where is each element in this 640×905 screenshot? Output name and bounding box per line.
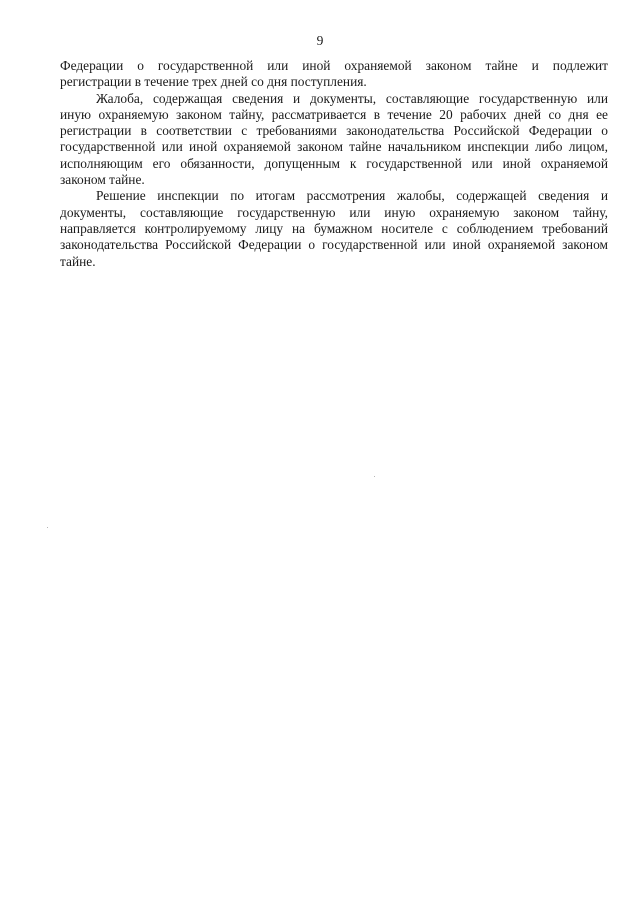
- text-line: тайне.: [60, 253, 96, 269]
- scan-speck: [374, 476, 375, 477]
- text-line: исполняющим его обязанности, допущенным к государственной или иной охраняемой: [60, 155, 608, 171]
- text-line: направляется контролируемому лицу на бумажном носителе с соблюдением требований: [60, 220, 608, 236]
- text-line: Жалоба, содержащая сведения и документы, составляющие государственную или: [96, 90, 608, 106]
- page-number: 9: [316, 33, 324, 48]
- text-line: регистрации в течение трех дней со дня поступления.: [60, 74, 367, 90]
- text-line: Решение инспекции по итогам рассмотрения жалобы, содержащей сведения и: [96, 188, 608, 204]
- text-line: документы, составляющие государственную или иную охраняемую законом тайну,: [60, 204, 608, 220]
- paragraph-continuation: [60, 58, 608, 91]
- text-line: государственной или иной охраняемой законом тайне начальником инспекции либо лицом,: [60, 139, 608, 155]
- text-line: законодательства Российской Федерации о государственной или иной охраняемой законом: [60, 237, 608, 253]
- text-line: законом тайне.: [60, 172, 145, 188]
- paragraph-complaint-review: [60, 91, 608, 189]
- text-line: регистрации в соответствии с требованиями законодательства Российской Федерации о: [60, 123, 608, 139]
- document-body: [60, 58, 608, 270]
- paragraph-decision: [60, 188, 608, 269]
- scan-speck: [47, 527, 48, 528]
- text-line: Федерации о государственной или иной охраняемой законом тайне и подлежит: [60, 58, 608, 73]
- text-line: иную охраняемую законом тайну, рассматривается в течение 20 рабочих дней со дня ее: [60, 106, 608, 122]
